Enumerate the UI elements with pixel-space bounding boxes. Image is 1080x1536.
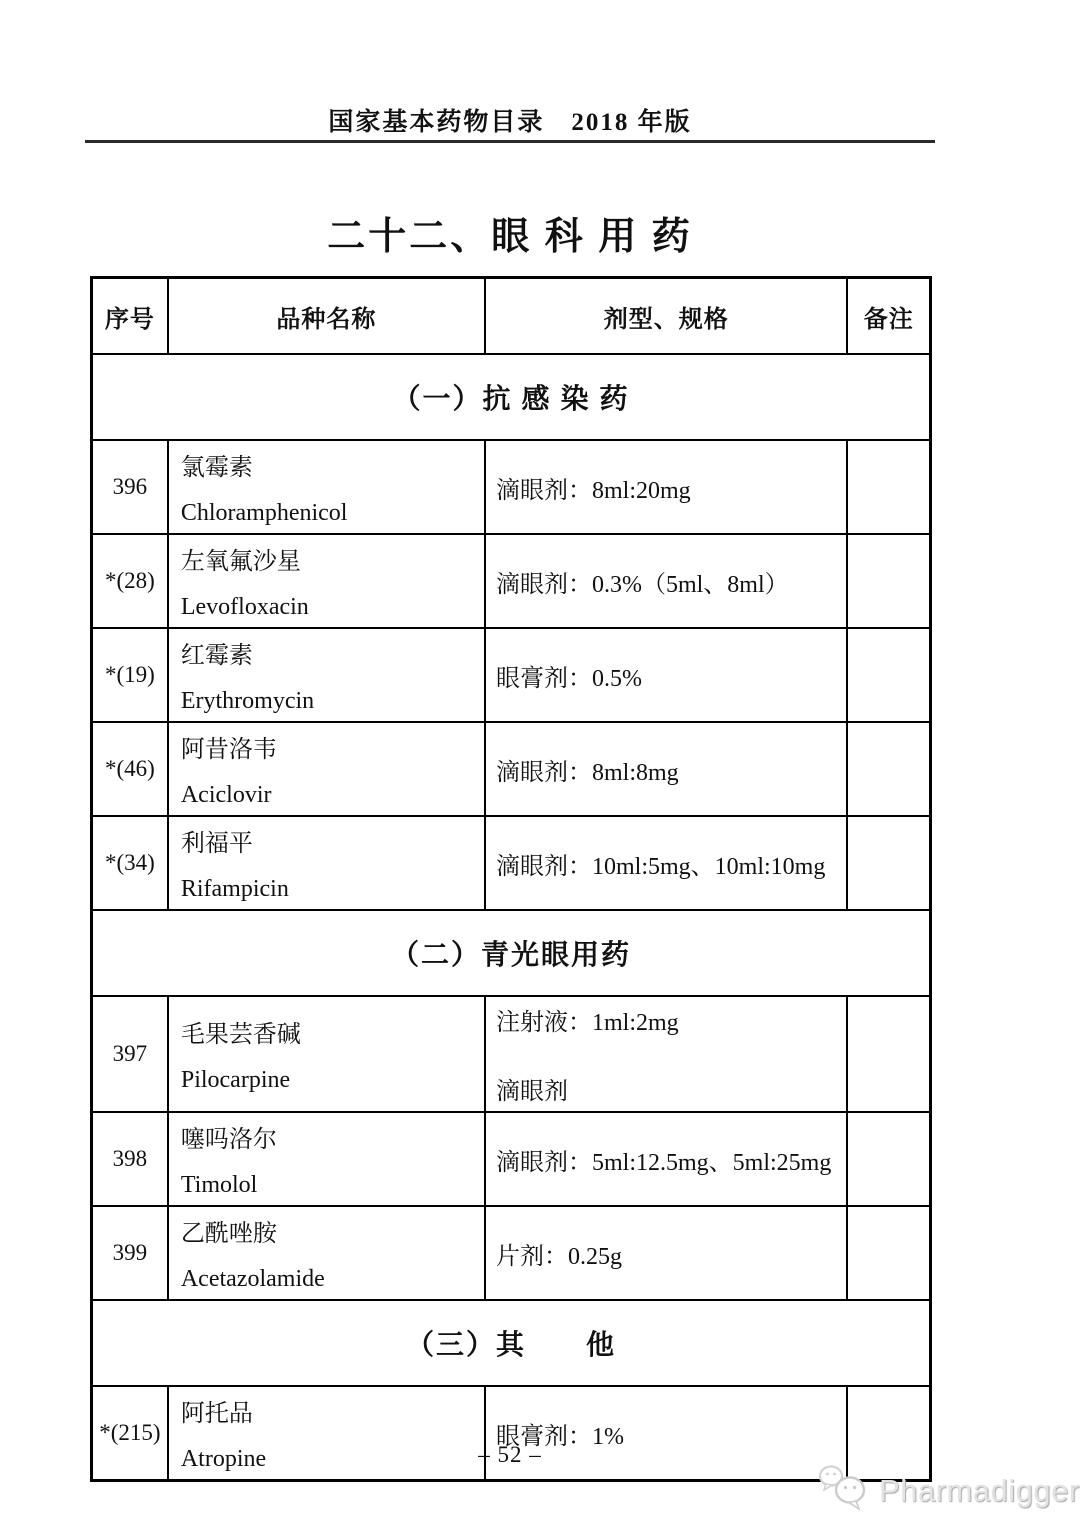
drug-table bbox=[90, 276, 932, 1482]
drug-spec-line: 滴眼剂：8ml:8mg bbox=[495, 759, 679, 786]
drug-row bbox=[92, 440, 931, 534]
section-row bbox=[92, 1300, 931, 1386]
drug-spec-line: 滴眼剂 bbox=[495, 1079, 568, 1105]
drug-spec-line: 滴眼剂：5ml:12.5mg、5ml:25mg bbox=[495, 1149, 832, 1176]
column-header-note: 备注 bbox=[847, 278, 930, 355]
drug-name-cn: 乙酰唑胺 bbox=[180, 1221, 277, 1247]
drug-note-cell bbox=[847, 996, 930, 1112]
drug-row bbox=[92, 1112, 931, 1206]
drug-seq: 399 bbox=[92, 1206, 168, 1300]
drug-note-cell bbox=[847, 440, 930, 534]
drug-spec-cell bbox=[485, 722, 847, 816]
watermark bbox=[816, 1463, 1080, 1518]
drug-spec-cell bbox=[485, 1206, 847, 1300]
drug-seq: *(19) bbox=[92, 628, 168, 722]
drug-note-cell bbox=[847, 1112, 930, 1206]
drug-note-cell bbox=[847, 722, 930, 816]
running-header: 国家基本药物目录 2018 年版 bbox=[328, 109, 692, 136]
drug-spec-line: 片剂：0.25g bbox=[495, 1243, 622, 1270]
drug-spec-cell bbox=[485, 1112, 847, 1206]
drug-seq: *(46) bbox=[92, 722, 168, 816]
drug-name-cell bbox=[168, 1112, 485, 1206]
drug-name-en: Levofloxacin bbox=[180, 594, 309, 620]
drug-row bbox=[92, 722, 931, 816]
watermark-label: Pharmadigger bbox=[879, 1472, 1080, 1508]
drug-spec-cell bbox=[485, 440, 847, 534]
drug-spec-cell bbox=[485, 816, 847, 910]
drug-row bbox=[92, 534, 931, 628]
drug-name-cell bbox=[168, 1206, 485, 1300]
drug-name-en: Acetazolamide bbox=[180, 1266, 325, 1292]
drug-name-cell bbox=[168, 534, 485, 628]
drug-seq: *(28) bbox=[92, 534, 168, 628]
drug-note-cell bbox=[847, 628, 930, 722]
drug-name-en: Chloramphenicol bbox=[180, 500, 348, 526]
drug-spec-cell bbox=[485, 534, 847, 628]
drug-row bbox=[92, 1206, 931, 1300]
drug-spec-line: 滴眼剂：10ml:5mg、10ml:10mg bbox=[495, 853, 826, 880]
section-title: （一）抗 感 染 药 bbox=[92, 354, 931, 440]
section-row bbox=[92, 910, 931, 996]
wechat-bubbles-icon bbox=[816, 1463, 872, 1518]
drug-name-cn: 红霉素 bbox=[180, 643, 253, 669]
drug-seq: *(34) bbox=[92, 816, 168, 910]
drug-name-en: Aciclovir bbox=[180, 782, 272, 808]
drug-seq: *(215) bbox=[92, 1386, 168, 1481]
drug-name-cn: 左氧氟沙星 bbox=[180, 549, 301, 575]
drug-name-cell bbox=[168, 440, 485, 534]
drug-row bbox=[92, 996, 931, 1112]
drug-name-cn: 阿托品 bbox=[180, 1401, 253, 1427]
drug-spec-line: 注射液：1ml:2mg bbox=[495, 1010, 679, 1036]
drug-spec-line: 眼膏剂：0.5% bbox=[495, 665, 642, 692]
drug-seq: 398 bbox=[92, 1112, 168, 1206]
drug-name-en: Rifampicin bbox=[180, 876, 289, 902]
section-title: （二）青光眼用药 bbox=[92, 910, 931, 996]
drug-name-cell bbox=[168, 722, 485, 816]
drug-row bbox=[92, 816, 931, 910]
section-title: （三）其 他 bbox=[92, 1300, 931, 1386]
drug-spec-cell bbox=[485, 628, 847, 722]
table-header-row bbox=[92, 278, 931, 355]
drug-name-en: Atropine bbox=[180, 1446, 267, 1472]
header-divider bbox=[85, 140, 935, 143]
drug-row bbox=[92, 628, 931, 722]
drug-note-cell bbox=[847, 1206, 930, 1300]
column-header-spec: 剂型、规格 bbox=[485, 278, 847, 355]
drug-name-en: Pilocarpine bbox=[180, 1067, 291, 1093]
drug-name-cn: 氯霉素 bbox=[180, 455, 253, 481]
drug-seq: 397 bbox=[92, 996, 168, 1112]
drug-note-cell bbox=[847, 534, 930, 628]
drug-table-body bbox=[92, 354, 931, 1481]
drug-spec-cell bbox=[485, 996, 847, 1112]
drug-name-en: Erythromycin bbox=[180, 688, 315, 714]
section-row bbox=[92, 354, 931, 440]
drug-name-cell bbox=[168, 816, 485, 910]
drug-seq: 396 bbox=[92, 440, 168, 534]
drug-spec-line: 滴眼剂：0.3%（5ml、8ml） bbox=[495, 571, 789, 598]
drug-name-cn: 利福平 bbox=[180, 831, 253, 857]
page-title: 二十二、眼 科 用 药 bbox=[327, 216, 693, 258]
drug-spec-line: 滴眼剂：8ml:20mg bbox=[495, 477, 691, 504]
drug-name-cn: 毛果芸香碱 bbox=[180, 1022, 301, 1048]
column-header-seq: 序号 bbox=[92, 278, 168, 355]
drug-name-cn: 噻吗洛尔 bbox=[180, 1127, 277, 1153]
page-number: – 52 – bbox=[478, 1442, 542, 1467]
drug-name-en: Timolol bbox=[180, 1172, 258, 1198]
drug-spec-line: 眼膏剂：1% bbox=[495, 1423, 624, 1450]
drug-note-cell bbox=[847, 816, 930, 910]
drug-name-cell bbox=[168, 996, 485, 1112]
column-header-name: 品种名称 bbox=[168, 278, 485, 355]
drug-name-cell bbox=[168, 628, 485, 722]
drug-name-cn: 阿昔洛韦 bbox=[180, 737, 277, 763]
